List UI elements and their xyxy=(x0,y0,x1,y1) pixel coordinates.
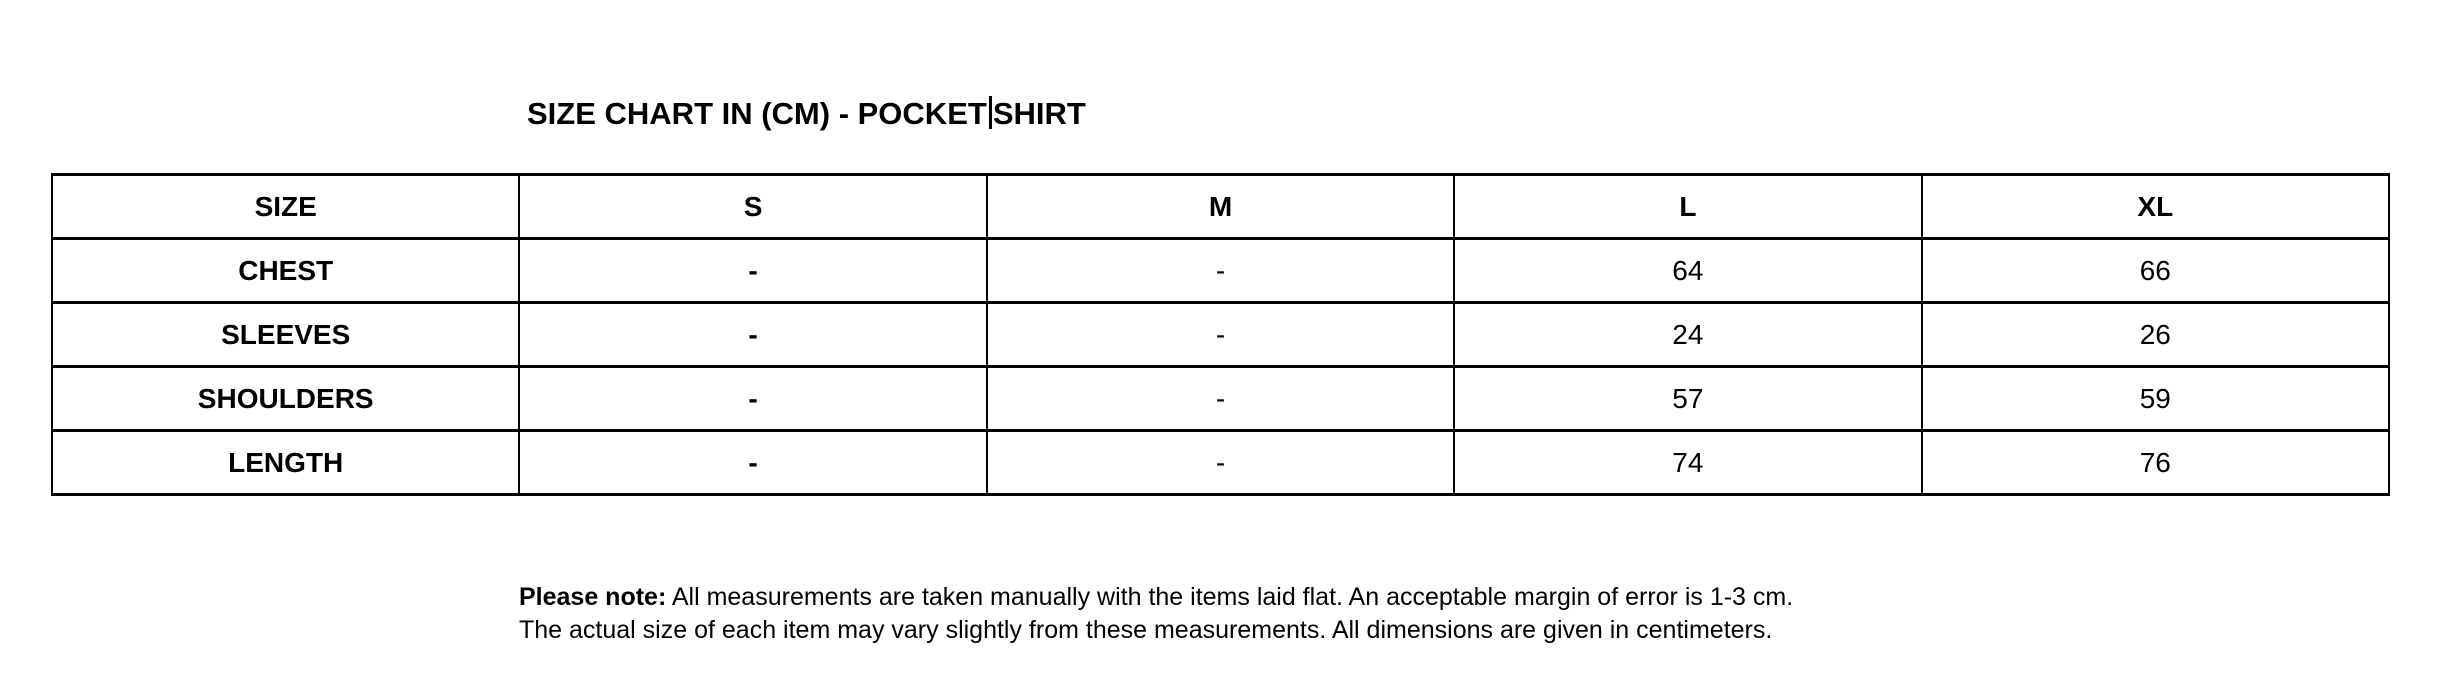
cell-shoulders-l[interactable]: 57 xyxy=(1454,367,1921,431)
row-label-chest[interactable]: CHEST xyxy=(52,239,519,303)
cell-chest-l[interactable]: 64 xyxy=(1454,239,1921,303)
note-line1-text: All measurements are taken manually with the items laid flat. An acceptable margin of error is 1-3 cm. xyxy=(666,583,1794,611)
row-label-sleeves[interactable]: SLEEVES xyxy=(52,303,519,367)
cell-sleeves-m[interactable]: - xyxy=(987,303,1454,367)
table-row-chest xyxy=(52,239,2389,303)
table-header-row xyxy=(52,175,2389,239)
cell-length-xl[interactable]: 76 xyxy=(1922,431,2389,495)
cell-sleeves-s[interactable]: - xyxy=(519,303,986,367)
cell-length-s[interactable]: - xyxy=(519,431,986,495)
table-row-sleeves xyxy=(52,303,2389,367)
title-text-before-caret[interactable]: SIZE CHART IN (CM) - POCKET xyxy=(527,96,987,131)
table-row-shoulders xyxy=(52,367,2389,431)
cell-chest-xl[interactable]: 66 xyxy=(1922,239,2389,303)
cell-shoulders-s[interactable]: - xyxy=(519,367,986,431)
table-row-length xyxy=(52,431,2389,495)
size-chart-table xyxy=(51,173,2390,496)
measurement-note[interactable] xyxy=(519,581,1793,647)
cell-shoulders-xl[interactable]: 59 xyxy=(1922,367,2389,431)
column-header-l[interactable]: L xyxy=(1454,175,1921,239)
column-header-xl[interactable]: XL xyxy=(1922,175,2389,239)
note-bold-label: Please note: xyxy=(519,583,667,611)
cell-shoulders-m[interactable]: - xyxy=(987,367,1454,431)
cell-sleeves-xl[interactable]: 26 xyxy=(1922,303,2389,367)
cell-chest-s[interactable]: - xyxy=(519,239,986,303)
title-text-after-caret[interactable]: SHIRT xyxy=(992,96,1086,131)
column-header-size[interactable]: SIZE xyxy=(52,175,519,239)
cell-chest-m[interactable]: - xyxy=(987,239,1454,303)
cell-length-m[interactable]: - xyxy=(987,431,1454,495)
column-header-s[interactable]: S xyxy=(519,175,986,239)
page-title[interactable] xyxy=(527,96,1086,132)
row-label-shoulders[interactable]: SHOULDERS xyxy=(52,367,519,431)
text-cursor-caret xyxy=(989,96,992,129)
row-label-length[interactable]: LENGTH xyxy=(52,431,519,495)
cell-sleeves-l[interactable]: 24 xyxy=(1454,303,1921,367)
note-line2-text: The actual size of each item may vary slightly from these measurements. All dimensions are given in centimeters. xyxy=(519,616,1773,644)
column-header-m[interactable]: M xyxy=(987,175,1454,239)
cell-length-l[interactable]: 74 xyxy=(1454,431,1921,495)
